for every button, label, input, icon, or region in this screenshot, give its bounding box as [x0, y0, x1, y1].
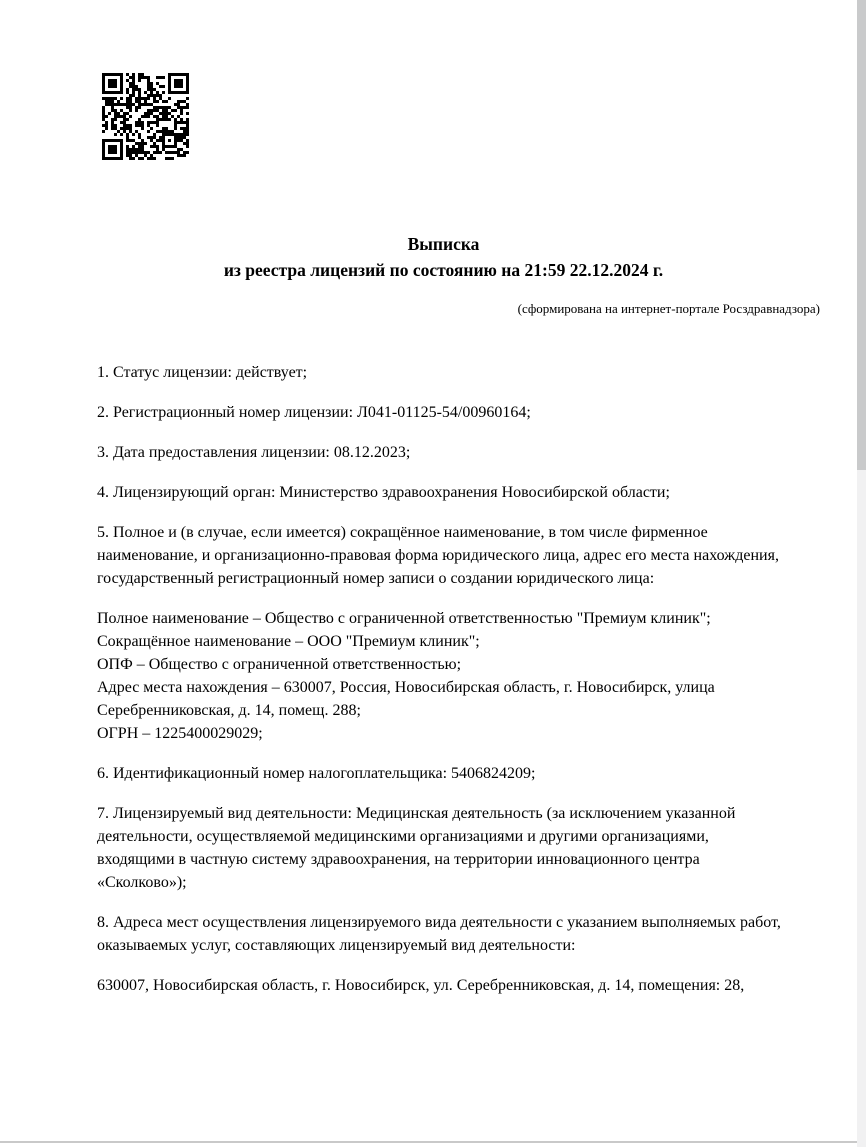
- paragraph-entity-info-heading: 5. Полное и (в случае, если имеется) сокращённое наименование, в том числе фирменное наименование, и организационно-правовая форма юридического лица, адрес его места нахождения, государственный регистрационный номер записи о создании юридического лица:: [97, 524, 779, 587]
- paragraph-activity-addresses-heading: 8. Адреса мест осуществления лицензируемого вида деятельности с указанием выполняемых работ, оказываемых услуг, составляющих лицензируемый вид деятельности:: [97, 914, 781, 954]
- title-line-2: из реестра лицензий по состоянию на 21:59 22.12.2024 г.: [223, 260, 664, 280]
- org-ogrn: ОГРН – 1225400029029;: [97, 725, 263, 742]
- org-address: Адрес места нахождения – 630007, Россия, Новосибирская область, г. Новосибирск, улица Серебренниковская, д. 14, помещ. 288;: [97, 679, 715, 719]
- document-body: [97, 361, 790, 997]
- scrollbar-thumb[interactable]: [857, 0, 866, 470]
- org-legal-form: ОПФ – Общество с ограниченной ответственностью;: [97, 656, 462, 673]
- paragraph-taxpayer-number: 6. Идентификационный номер налогоплательщика: 5406824209;: [97, 765, 536, 782]
- document-title: [97, 231, 790, 283]
- paragraph-license-status: 1. Статус лицензии: действует;: [97, 364, 308, 381]
- org-short-name: Сокращённое наименование – ООО "Премиум клиник";: [97, 633, 480, 650]
- title-line-1: Выписка: [407, 234, 480, 254]
- paragraph-grant-date: 3. Дата предоставления лицензии: 08.12.2023;: [97, 444, 411, 461]
- page-bottom-edge: [0, 1141, 857, 1143]
- scrollbar[interactable]: [857, 0, 866, 1147]
- paragraph-activity-address: 630007, Новосибирская область, г. Новосибирск, ул. Серебренниковская, д. 14, помещения: 28,: [97, 977, 745, 994]
- paragraph-licensing-authority: 4. Лицензирующий орган: Министерство здравоохранения Новосибирской области;: [97, 484, 670, 501]
- generated-on-portal-note: (сформирована на интернет-портале Росздравнадзора): [517, 301, 820, 316]
- paragraph-registration-number: 2. Регистрационный номер лицензии: Л041-01125-54/00960164;: [97, 404, 531, 421]
- document-content: [97, 0, 820, 1014]
- paragraph-licensed-activity: 7. Лицензируемый вид деятельности: Медицинская деятельность (за исключением указанной деятельности, осуществляемой медицинскими организациями и другими организациями, входящими в частную систему здравоохранения, на территории инновационного центра «Сколково»);: [97, 805, 736, 891]
- org-full-name: Полное наименование – Общество с ограниченной ответственностью "Премиум клиник";: [97, 610, 711, 627]
- org-details-block: [97, 607, 790, 745]
